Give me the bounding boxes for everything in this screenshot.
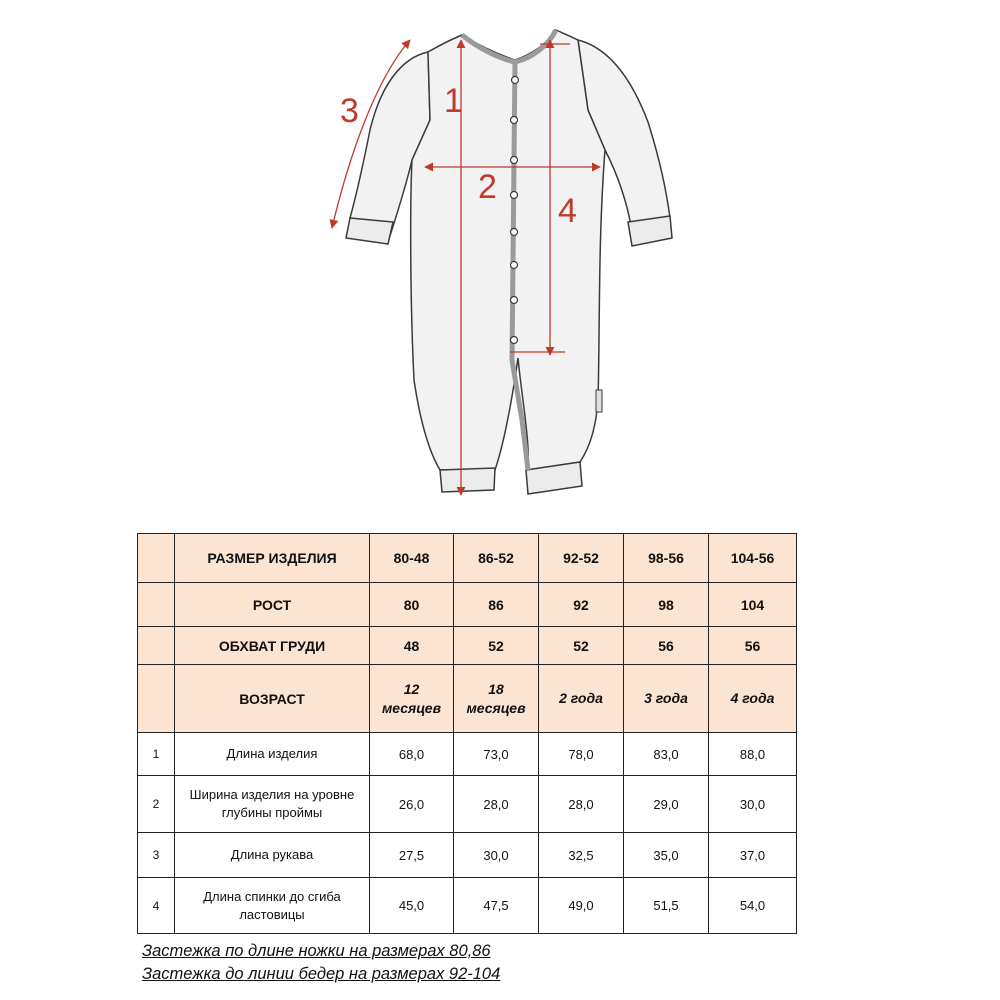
size-table bbox=[137, 533, 797, 934]
measurement-value: 32,5 bbox=[539, 833, 624, 878]
measurement-value: 78,0 bbox=[539, 733, 624, 776]
note-line: Застежка до линии бедер на размерах 92-104 bbox=[142, 965, 501, 983]
age-value: 3 года bbox=[624, 665, 709, 733]
measurement-value: 28,0 bbox=[454, 776, 539, 833]
measure-label-3: 3 bbox=[340, 92, 359, 130]
chest-row bbox=[138, 627, 797, 665]
height-label: РОСТ bbox=[175, 583, 370, 627]
left-leg-cuff bbox=[440, 468, 495, 492]
chest-label: ОБХВАТ ГРУДИ bbox=[175, 627, 370, 665]
height-value: 92 bbox=[539, 583, 624, 627]
chest-value: 56 bbox=[709, 627, 797, 665]
height-value: 98 bbox=[624, 583, 709, 627]
left-cuff bbox=[346, 218, 393, 244]
right-cuff bbox=[628, 216, 672, 246]
measurement-label: Длина спинки до сгиба ластовицы bbox=[175, 878, 370, 934]
height-row bbox=[138, 583, 797, 627]
measurement-label: Ширина изделия на уровне глубины проймы bbox=[175, 776, 370, 833]
measurement-value: 30,0 bbox=[709, 776, 797, 833]
measurement-value: 47,5 bbox=[454, 878, 539, 934]
size-value: 104-56 bbox=[709, 534, 797, 583]
row-number: 3 bbox=[138, 833, 175, 878]
measurement-row bbox=[138, 878, 797, 934]
measurement-label: Длина изделия bbox=[175, 733, 370, 776]
age-value: 4 года bbox=[709, 665, 797, 733]
measurement-value: 88,0 bbox=[709, 733, 797, 776]
measurement-row bbox=[138, 733, 797, 776]
row-number: 2 bbox=[138, 776, 175, 833]
measurement-value: 68,0 bbox=[370, 733, 454, 776]
chest-value: 52 bbox=[454, 627, 539, 665]
height-value: 104 bbox=[709, 583, 797, 627]
measure-label-2: 2 bbox=[478, 168, 497, 206]
size-label: РАЗМЕР ИЗДЕЛИЯ bbox=[175, 534, 370, 583]
measurement-row bbox=[138, 833, 797, 878]
age-value: 2 года bbox=[539, 665, 624, 733]
measurement-value: 26,0 bbox=[370, 776, 454, 833]
age-value: 18 месяцев bbox=[454, 665, 539, 733]
measurement-value: 54,0 bbox=[709, 878, 797, 934]
row-number: 4 bbox=[138, 878, 175, 934]
measurement-value: 30,0 bbox=[454, 833, 539, 878]
age-value: 12 месяцев bbox=[370, 665, 454, 733]
measurement-value: 45,0 bbox=[370, 878, 454, 934]
row-number: 1 bbox=[138, 733, 175, 776]
blank-cell bbox=[138, 665, 175, 733]
size-value: 98-56 bbox=[624, 534, 709, 583]
measurement-value: 51,5 bbox=[624, 878, 709, 934]
garment-tag bbox=[596, 390, 602, 412]
size-row bbox=[138, 534, 797, 583]
measurement-value: 49,0 bbox=[539, 878, 624, 934]
chest-value: 52 bbox=[539, 627, 624, 665]
measure-label-1: 1 bbox=[444, 82, 463, 120]
measurement-value: 73,0 bbox=[454, 733, 539, 776]
blank-cell bbox=[138, 583, 175, 627]
size-value: 80-48 bbox=[370, 534, 454, 583]
measure-label-4: 4 bbox=[558, 192, 577, 230]
measurement-value: 35,0 bbox=[624, 833, 709, 878]
chest-value: 48 bbox=[370, 627, 454, 665]
bodysuit-body bbox=[411, 30, 605, 470]
height-value: 80 bbox=[370, 583, 454, 627]
fastener-notes bbox=[142, 940, 702, 986]
measurement-value: 83,0 bbox=[624, 733, 709, 776]
measurement-label: Длина рукава bbox=[175, 833, 370, 878]
measurement-value: 28,0 bbox=[539, 776, 624, 833]
blank-cell bbox=[138, 627, 175, 665]
measurement-value: 37,0 bbox=[709, 833, 797, 878]
age-label: ВОЗРАСТ bbox=[175, 665, 370, 733]
chest-value: 56 bbox=[624, 627, 709, 665]
height-value: 86 bbox=[454, 583, 539, 627]
size-value: 92-52 bbox=[539, 534, 624, 583]
size-value: 86-52 bbox=[454, 534, 539, 583]
age-row bbox=[138, 665, 797, 733]
measurement-value: 27,5 bbox=[370, 833, 454, 878]
blank-cell bbox=[138, 534, 175, 583]
note-line: Застежка по длине ножки на размерах 80,86 bbox=[142, 942, 491, 960]
measurement-row bbox=[138, 776, 797, 833]
measurement-value: 29,0 bbox=[624, 776, 709, 833]
